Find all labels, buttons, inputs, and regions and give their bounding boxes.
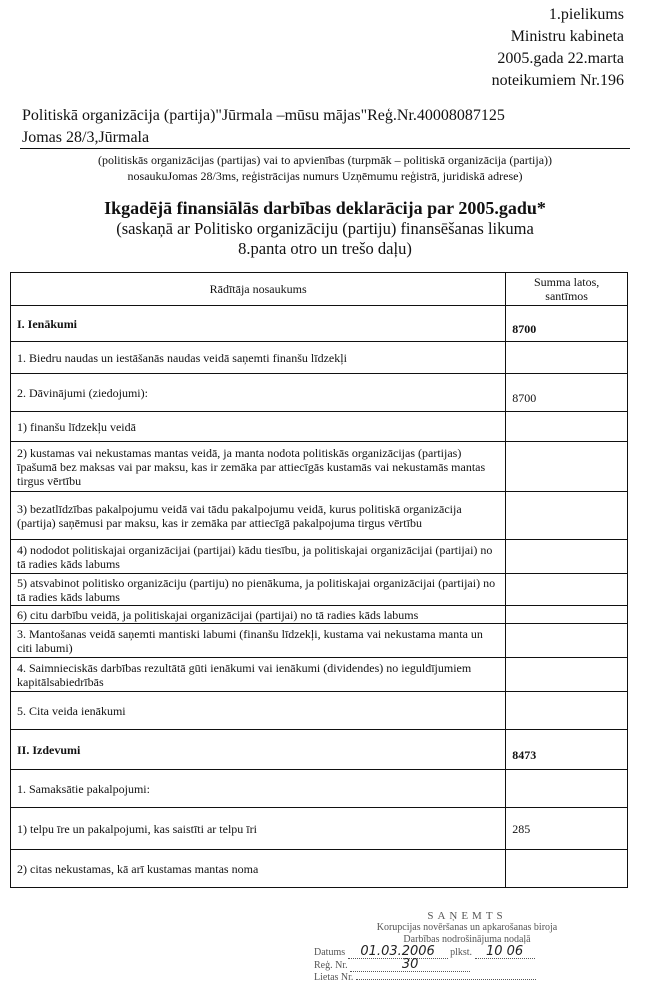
annex-issuer: Ministru kabineta bbox=[510, 28, 624, 45]
row-value: 8700 bbox=[506, 306, 628, 342]
row-label: 4) nododot politiskajai organizācijai (partijai) kādu tiesību, ja politiskajai organizācijai (partijai) no tā radies kāds labums bbox=[11, 540, 506, 574]
row-value bbox=[506, 442, 628, 492]
table-row bbox=[11, 730, 628, 770]
table-row bbox=[11, 658, 628, 692]
row-value bbox=[506, 492, 628, 540]
table-row bbox=[11, 692, 628, 730]
stamp-department: Darbības nodrošinājuma nodaļā bbox=[403, 934, 531, 945]
declaration-title: Ikgadējā finansiālās darbības deklarācija par 2005.gadu* bbox=[104, 198, 546, 218]
organization-address: Jomas 28/3,Jūrmala bbox=[22, 129, 150, 146]
organization-name: Politiskā organizācija (partija)"Jūrmala –mūsu mājas"Reģ.Nr.40008087125 bbox=[22, 107, 505, 124]
table-body bbox=[11, 306, 628, 888]
row-value bbox=[506, 606, 628, 624]
table-row bbox=[11, 574, 628, 606]
annex-number: 1.pielikums bbox=[548, 6, 624, 23]
row-label: 3. Mantošanas veidā saņemti mantiski labumi (finanšu līdzekļi, kustama vai nekustama manta un citi labumi) bbox=[11, 624, 506, 658]
table-row bbox=[11, 850, 628, 888]
stamp-reg-value: 30 bbox=[350, 959, 470, 972]
row-label: 2. Dāvinājumi (ziedojumi): bbox=[11, 374, 506, 412]
stamp-agency: Korupcijas novēršanas un apkarošanas biroja bbox=[376, 922, 558, 933]
table-row bbox=[11, 540, 628, 574]
row-value bbox=[506, 850, 628, 888]
row-label: 4. Saimnieciskās darbības rezultātā gūti ienākumi vai ienākumi (dividendes) no ieguldījumiem kapitālsabiedrībās bbox=[11, 658, 506, 692]
subtitle-line-2: 8.panta otro un trešo daļu) bbox=[238, 239, 412, 258]
stamp-date-row bbox=[308, 946, 626, 959]
row-label: 1. Samaksātie pakalpojumi: bbox=[11, 770, 506, 808]
table-row bbox=[11, 492, 628, 540]
stamp-date-value: 01.03.2006 bbox=[348, 946, 448, 959]
row-value bbox=[506, 770, 628, 808]
row-value bbox=[506, 412, 628, 442]
row-value bbox=[506, 574, 628, 606]
header-indicator-name: Rādītāja nosaukums bbox=[11, 273, 506, 306]
organization-underline bbox=[20, 148, 630, 149]
row-value bbox=[506, 540, 628, 574]
organization-explanation bbox=[20, 152, 630, 184]
row-value: 285 bbox=[506, 808, 628, 850]
row-label: 2) citas nekustamas, kā arī kustamas mantas noma bbox=[11, 850, 506, 888]
row-value bbox=[506, 658, 628, 692]
table-row bbox=[11, 342, 628, 374]
table-row bbox=[11, 770, 628, 808]
stamp-case-label: Lietas Nr. bbox=[314, 972, 354, 983]
table-row bbox=[11, 606, 628, 624]
table-row bbox=[11, 412, 628, 442]
annex-date: 2005.gada 22.marta bbox=[497, 50, 624, 67]
stamp-case-value bbox=[356, 979, 536, 980]
row-label: 5) atsvabinot politisko organizāciju (partiju) no pienākuma, ja politiskajai organizācijai (partijai) no tā radies kāds labums bbox=[11, 574, 506, 606]
stamp-date-label: Datums bbox=[314, 947, 346, 958]
row-label: 1) finanšu līdzekļu veidā bbox=[11, 412, 506, 442]
header-sum: Summa latos, santīmos bbox=[506, 273, 628, 306]
stamp-title: SAŅEMTS bbox=[427, 910, 507, 922]
stamp-reg-row bbox=[308, 959, 626, 972]
table-row bbox=[11, 624, 628, 658]
row-value: 8700 bbox=[506, 374, 628, 412]
row-label: 1) telpu īre un pakalpojumi, kas saistīti ar telpu īri bbox=[11, 808, 506, 850]
stamp-case-row bbox=[308, 972, 626, 984]
stamp-reg-label: Reģ. Nr. bbox=[314, 960, 348, 971]
row-value bbox=[506, 624, 628, 658]
row-value: 8473 bbox=[506, 730, 628, 770]
explanation-line-2: nosaukuJomas 28/3ms, reģistrācijas numurs Uzņēmumu reģistrā, juridiskā adrese) bbox=[127, 169, 523, 183]
row-label: II. Izdevumi bbox=[11, 730, 506, 770]
annex-regulation: noteikumiem Nr.196 bbox=[491, 72, 624, 89]
row-label: 6) citu darbību veidā, ja politiskajai organizācijai (partijai) no tā radies kāds labums bbox=[11, 606, 506, 624]
table-row bbox=[11, 808, 628, 850]
row-value bbox=[506, 342, 628, 374]
explanation-line-1: (politiskās organizācijas (partijas) vai to apvienības (turpmāk – politiskā organizācija (partija)) bbox=[97, 153, 553, 167]
row-label: 1. Biedru naudas un iestāšanās naudas veidā saņemti finanšu līdzekļi bbox=[11, 342, 506, 374]
table-row bbox=[11, 442, 628, 492]
declaration-subtitle bbox=[20, 219, 630, 259]
declaration-table bbox=[10, 272, 628, 888]
row-label: 2) kustamas vai nekustamas mantas veidā, ja manta nodota politiskās organizācijas (partijas) īpašumā bez maksas vai par maksu, kas ir zemāka par attiecīgās kustamās vai nekustamās mantas tirgus vērtību bbox=[11, 442, 506, 492]
received-stamp bbox=[308, 910, 626, 1002]
stamp-time-value: 10 06 bbox=[475, 946, 535, 959]
row-label: I. Ienākumi bbox=[11, 306, 506, 342]
subtitle-line-1: (saskaņā ar Politisko organizāciju (partiju) finansēšanas likuma bbox=[116, 219, 534, 238]
row-label: 3) bezatlīdzības pakalpojumu veidā vai tādu pakalpojumu veidā, kurus politiskā organizācija (partija) saņēmusi par maksu, kas ir zemāka par attiecīgā pakalpojuma tirgus vērtību bbox=[11, 492, 506, 540]
table-row bbox=[11, 374, 628, 412]
annex-reference bbox=[492, 4, 624, 92]
table-row bbox=[11, 306, 628, 342]
table-header-row bbox=[11, 273, 628, 306]
row-value bbox=[506, 692, 628, 730]
row-label: 5. Cita veida ienākumi bbox=[11, 692, 506, 730]
stamp-time-label: plkst. bbox=[450, 947, 473, 958]
